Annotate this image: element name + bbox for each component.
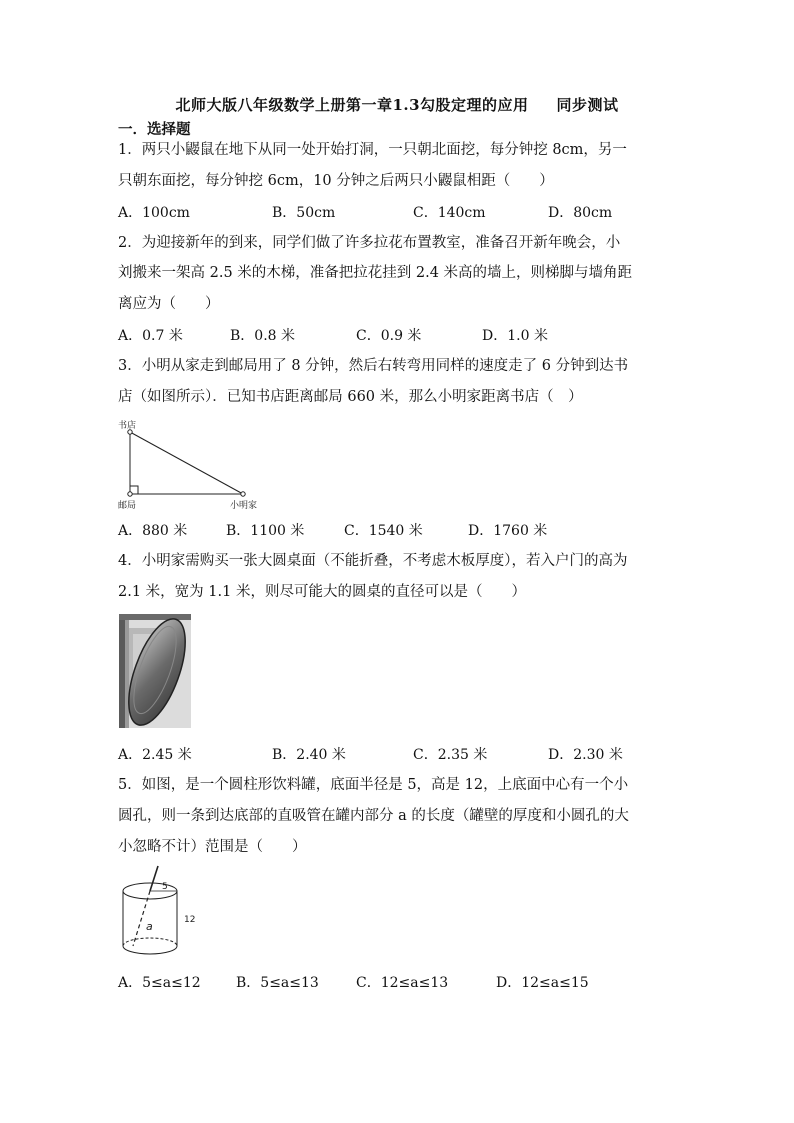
section-heading: 一．选择题	[118, 121, 191, 138]
title-main: 北师大版八年级数学上册第一章1.3勾股定理的应用	[175, 96, 529, 114]
q4-option-c: C．2.35 米	[413, 747, 488, 763]
q3-option-b: B．1100 米	[226, 523, 305, 539]
q5-option-c: C．12≤a≤13	[356, 975, 449, 991]
q4-option-a: A．2.45 米	[118, 747, 192, 763]
q3-option-a: A．880 米	[118, 523, 188, 539]
door-frame-left	[119, 614, 125, 728]
post-office-point	[128, 492, 132, 496]
post-office-label: 邮局	[118, 501, 137, 511]
door-frame-top	[119, 614, 191, 620]
q2-option-c: C．0.9 米	[356, 328, 422, 344]
q2-line-2: 刘搬来一架高 2.5 米的木梯，准备把拉花挂到 2.4 米高的墙上，则梯脚与墙角距	[118, 265, 633, 281]
q5-line-1: 5．如图，是一个圆柱形饮料罐，底面半径是 5，高是 12，上底面中心有一个小	[118, 777, 629, 793]
cylinder-bottom-front	[123, 946, 177, 954]
straw-label: a	[146, 920, 153, 933]
q1-option-b: B．50cm	[272, 205, 336, 221]
q1-line-1: 1．两只小鼹鼠在地下从同一处开始打洞，一只朝北面挖，每分钟挖 8cm，另一	[118, 142, 627, 158]
q5-line-3: 小忽略不计）范围是（ ）	[118, 839, 307, 855]
q5-line-2: 圆孔，则一条到达底部的直吸管在罐内部分 a 的长度（罐壁的厚度和小圆孔的大	[118, 808, 629, 824]
title-sub: 同步测试	[556, 96, 619, 114]
q1-options	[118, 202, 678, 222]
q4-line-2: 2.1 米，宽为 1.1 米，则尽可能大的圆桌的直径可以是（ ）	[118, 584, 526, 600]
q4-option-b: B．2.40 米	[272, 747, 346, 763]
q2-line-1: 2．为迎接新年的到来，同学们做了许多拉花布置教室，准备召开新年晚会，小	[118, 235, 621, 251]
q2-line-3: 离应为（ ）	[118, 296, 220, 312]
straw-outside	[150, 866, 158, 891]
home-point	[241, 492, 245, 496]
triangle-hypotenuse	[130, 432, 243, 494]
q1-option-d: D．80cm	[548, 205, 613, 221]
q4-option-d: D．2.30 米	[548, 747, 623, 763]
q5-options	[118, 972, 678, 992]
q3-line-2: 店（如图所示）．已知书店距离邮局 660 米，那么小明家距离书店（ ）	[118, 389, 583, 405]
door-table-photo	[119, 614, 191, 728]
home-label: 小明家	[230, 501, 258, 511]
q5-option-b: B．5≤a≤13	[236, 975, 319, 991]
q3-options	[118, 520, 678, 540]
bookstore-label: 书店	[118, 421, 137, 431]
q2-option-b: B．0.8 米	[230, 328, 296, 344]
q4-options	[118, 744, 678, 764]
height-label: 12	[184, 915, 196, 925]
right-triangle-figure	[112, 418, 282, 514]
q3-line-1: 3．小明从家走到邮局用了 8 分钟，然后右转弯用同样的速度走了 6 分钟到达书	[118, 358, 629, 374]
page-title	[0, 94, 794, 115]
q2-option-a: A．0.7 米	[118, 328, 183, 344]
q1-line-2: 只朝东面挖，每分钟挖 6cm，10 分钟之后两只小鼹鼠相距（ ）	[118, 173, 554, 189]
q1-option-a: A．100cm	[118, 205, 190, 221]
cylinder-bottom-back	[123, 938, 177, 946]
radius-label: 5	[162, 882, 168, 892]
q2-option-d: D．1.0 米	[482, 328, 548, 344]
q2-options	[118, 325, 678, 345]
cylinder-can-figure	[112, 864, 212, 964]
q4-line-1: 4．小明家需购买一张大圆桌面（不能折叠，不考虑木板厚度），若入户门的高为	[118, 553, 628, 569]
q5-option-d: D．12≤a≤15	[496, 975, 589, 991]
q3-option-c: C．1540 米	[344, 523, 423, 539]
q3-option-d: D．1760 米	[468, 523, 548, 539]
q1-option-c: C．140cm	[413, 205, 486, 221]
q5-option-a: A．5≤a≤12	[118, 975, 201, 991]
